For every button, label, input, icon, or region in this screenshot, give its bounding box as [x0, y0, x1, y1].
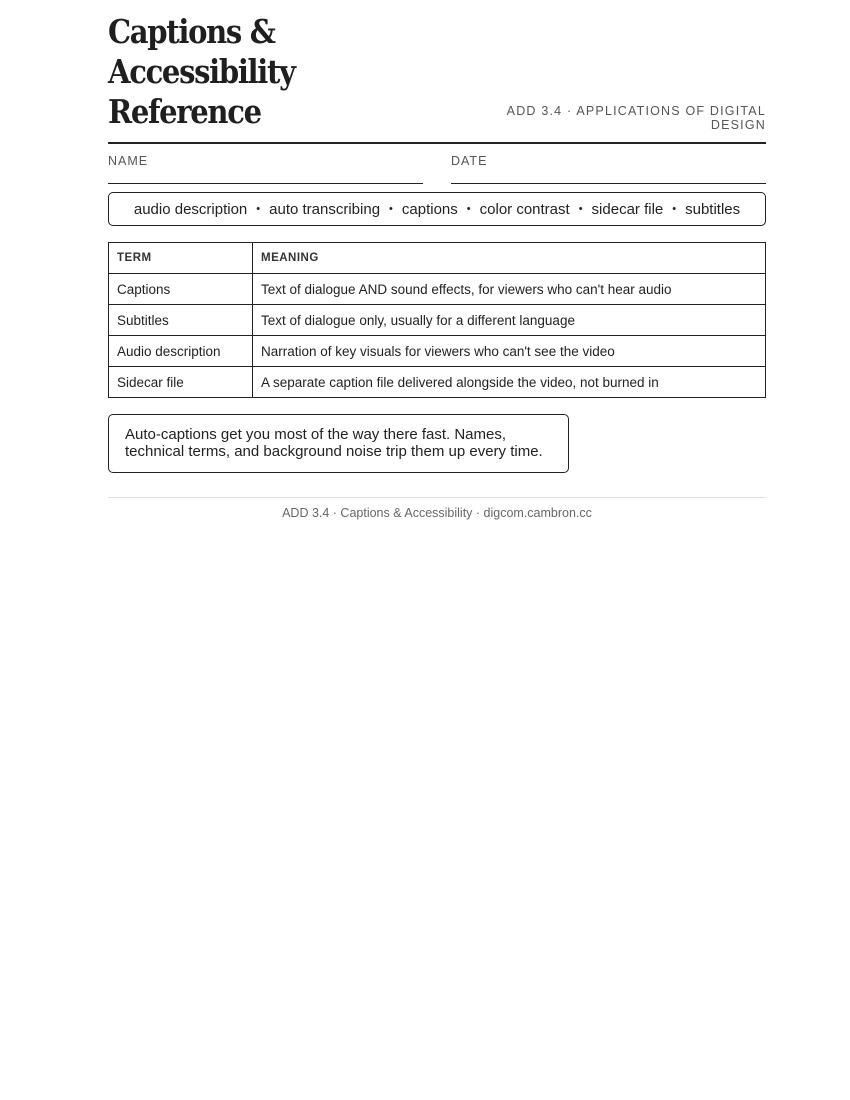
word-bank-item: sidecar file	[591, 200, 664, 218]
page-title	[108, 12, 390, 132]
word-bank-item: auto transcribing	[269, 200, 381, 218]
term-cell: Sidecar file	[109, 367, 253, 398]
page-title-line-2: Reference	[108, 92, 261, 131]
term-cell: Subtitles	[109, 305, 253, 336]
word-bank-separator: •	[256, 203, 261, 215]
column-header-term: TERM	[109, 243, 253, 274]
student-fields	[108, 152, 766, 184]
name-field-label: NAME	[108, 154, 149, 168]
meaning-cell: Narration of key visuals for viewers who can't see the video	[253, 336, 766, 367]
page-title-line-1: Captions & Accessibility	[108, 12, 295, 91]
table-row	[109, 367, 766, 398]
page-header	[108, 12, 766, 144]
term-cell: Audio description	[109, 336, 253, 367]
meaning-cell: Text of dialogue only, usually for a different language	[253, 305, 766, 336]
word-bank-item: subtitles	[685, 200, 741, 218]
word-bank-separator: •	[466, 203, 471, 215]
name-field[interactable]	[108, 152, 423, 184]
word-bank-item: color contrast	[479, 200, 570, 218]
course-label: ADD 3.4 · APPLICATIONS OF DIGITAL DESIGN	[506, 104, 766, 132]
table-row	[109, 274, 766, 305]
table-row	[109, 336, 766, 367]
table-row	[109, 305, 766, 336]
term-cell: Captions	[109, 274, 253, 305]
word-bank-separator: •	[578, 203, 583, 215]
page-footer: ADD 3.4 · Captions & Accessibility · digcom.cambron.cc	[108, 497, 766, 520]
word-bank	[108, 192, 766, 226]
column-header-meaning: MEANING	[253, 243, 766, 274]
tip-callout: Auto-captions get you most of the way there fast. Names, technical terms, and background noise trip them up every time.	[108, 414, 569, 473]
date-field[interactable]	[451, 152, 766, 184]
terms-table	[108, 242, 766, 398]
meaning-cell: A separate caption file delivered alongside the video, not burned in	[253, 367, 766, 398]
word-bank-separator: •	[389, 203, 393, 215]
word-bank-item: audio description	[133, 200, 248, 218]
word-bank-separator: •	[672, 203, 677, 215]
table-header-row	[109, 243, 766, 274]
meaning-cell: Text of dialogue AND sound effects, for viewers who can't hear audio	[253, 274, 766, 305]
date-field-label: DATE	[451, 154, 488, 168]
word-bank-item: captions	[401, 200, 458, 218]
worksheet-page	[108, 12, 766, 520]
